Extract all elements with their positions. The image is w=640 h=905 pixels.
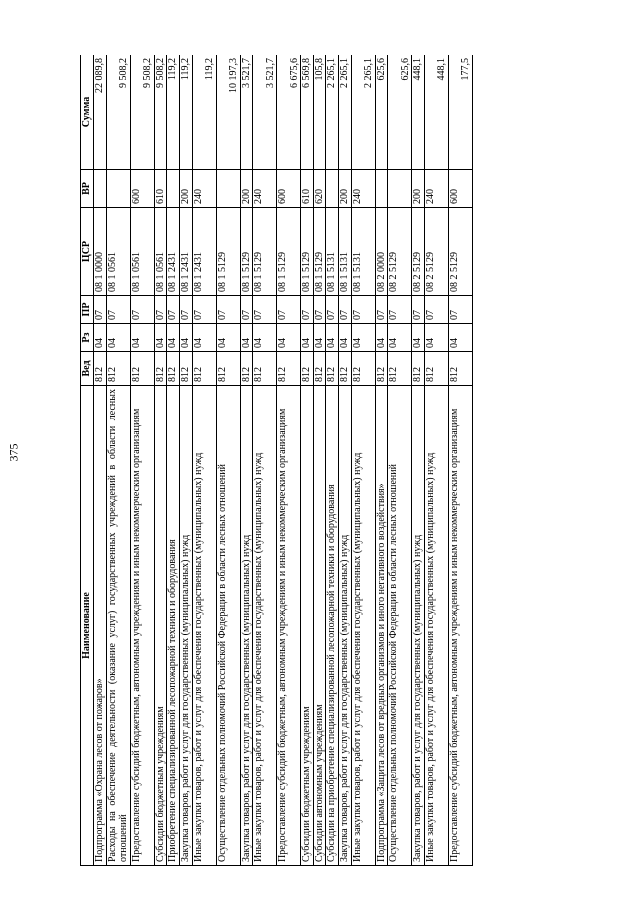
cell-vr	[375, 170, 388, 208]
cell-csr: 08 2 0000	[375, 208, 388, 296]
cell-pr: 07	[253, 296, 277, 324]
cell-csr: 08 1 0561	[106, 208, 130, 296]
table-row	[313, 55, 326, 866]
cell-name: Осуществление отдельных полномочий Российской Федерации в области лесных отношений	[388, 386, 412, 866]
cell-rz: 04	[167, 324, 180, 352]
cell-ved: 812	[412, 352, 425, 386]
table-row	[179, 55, 192, 866]
cell-pr: 07	[338, 296, 351, 324]
table-row	[424, 55, 448, 866]
cell-csr: 08 1 5129	[277, 208, 301, 296]
cell-vr: 610	[301, 170, 314, 208]
cell-pr: 07	[326, 296, 339, 324]
cell-sum: 22 089,8	[94, 55, 107, 170]
cell-sum: 6 675,6	[277, 55, 301, 170]
cell-pr: 07	[106, 296, 130, 324]
cell-rz: 04	[388, 324, 412, 352]
cell-rz: 04	[253, 324, 277, 352]
cell-ved: 812	[351, 352, 375, 386]
cell-vr	[167, 170, 180, 208]
cell-rz: 04	[192, 324, 216, 352]
table-row	[412, 55, 425, 866]
header-sum: Сумма	[81, 55, 94, 170]
cell-rz: 04	[179, 324, 192, 352]
cell-rz: 04	[277, 324, 301, 352]
cell-ved: 812	[338, 352, 351, 386]
cell-sum: 448,1	[424, 55, 448, 170]
header-rz: Рз	[81, 324, 94, 352]
cell-ved: 812	[192, 352, 216, 386]
table-row	[216, 55, 240, 866]
cell-sum: 625,6	[388, 55, 412, 170]
header-ved: Вед	[81, 352, 94, 386]
cell-ved: 812	[106, 352, 130, 386]
cell-sum: 9 508,2	[154, 55, 167, 170]
cell-csr: 08 1 5129	[313, 208, 326, 296]
cell-name: Подпрограмма «Охрана лесов от пожаров»	[94, 386, 107, 866]
budget-table	[80, 55, 473, 866]
cell-vr: 600	[448, 170, 472, 208]
cell-vr: 200	[240, 170, 253, 208]
rotated-table-content	[80, 55, 604, 866]
cell-sum: 3 521,7	[240, 55, 253, 170]
cell-pr: 07	[192, 296, 216, 324]
cell-pr: 07	[424, 296, 448, 324]
cell-name: Закупка товаров, работ и услуг для государственных (муниципальных) нужд	[338, 386, 351, 866]
table-row	[167, 55, 180, 866]
cell-pr: 07	[179, 296, 192, 324]
table-row	[301, 55, 314, 866]
header-csr: ЦСР	[81, 208, 94, 296]
table-row	[240, 55, 253, 866]
cell-csr: 08 1 5129	[301, 208, 314, 296]
cell-pr: 07	[94, 296, 107, 324]
page-number: 375	[6, 443, 21, 462]
cell-rz: 04	[424, 324, 448, 352]
cell-vr: 200	[179, 170, 192, 208]
header-vr: ВР	[81, 170, 94, 208]
cell-sum: 3 521,7	[253, 55, 277, 170]
cell-sum: 625,6	[375, 55, 388, 170]
cell-vr	[216, 170, 240, 208]
cell-sum: 2 265,1	[326, 55, 339, 170]
cell-rz: 04	[130, 324, 154, 352]
cell-ved: 812	[216, 352, 240, 386]
cell-name: Субсидии на приобретение специализированной лесопожарной техники и оборудования	[326, 386, 339, 866]
table-row	[154, 55, 167, 866]
cell-ved: 812	[313, 352, 326, 386]
cell-name: Субсидии бюджетным учреждениям	[301, 386, 314, 866]
cell-csr: 08 2 5129	[388, 208, 412, 296]
table-row	[448, 55, 472, 866]
cell-sum: 2 265,1	[338, 55, 351, 170]
cell-sum: 105,8	[313, 55, 326, 170]
cell-name: Предоставление субсидий бюджетным, автономным учреждениям и иным некоммерческим организациям	[277, 386, 301, 866]
cell-vr: 600	[277, 170, 301, 208]
cell-name: Закупка товаров, работ и услуг для государственных (муниципальных) нужд	[179, 386, 192, 866]
header-row	[81, 55, 94, 866]
cell-pr: 07	[375, 296, 388, 324]
cell-rz: 04	[313, 324, 326, 352]
table-body	[94, 55, 473, 866]
cell-csr: 08 1 5129	[240, 208, 253, 296]
cell-rz: 04	[412, 324, 425, 352]
cell-ved: 812	[240, 352, 253, 386]
table-row	[106, 55, 130, 866]
cell-name: Предоставление субсидий бюджетным, автономным учреждениям и иным некоммерческим организациям	[448, 386, 472, 866]
cell-sum: 448,1	[412, 55, 425, 170]
cell-name: Иные закупки товаров, работ и услуг для обеспечения государственных (муниципальных) нужд	[424, 386, 448, 866]
cell-name: Закупка товаров, работ и услуг для государственных (муниципальных) нужд	[240, 386, 253, 866]
cell-csr: 08 1 5129	[216, 208, 240, 296]
cell-name: Иные закупки товаров, работ и услуг для обеспечения государственных (муниципальных) нужд	[192, 386, 216, 866]
cell-ved: 812	[375, 352, 388, 386]
cell-pr: 07	[167, 296, 180, 324]
cell-csr: 08 1 2431	[167, 208, 180, 296]
cell-csr: 08 1 2431	[192, 208, 216, 296]
cell-sum: 119,2	[167, 55, 180, 170]
cell-ved: 812	[448, 352, 472, 386]
cell-rz: 04	[351, 324, 375, 352]
cell-csr: 08 1 0561	[154, 208, 167, 296]
cell-csr: 08 2 5129	[412, 208, 425, 296]
cell-ved: 812	[301, 352, 314, 386]
cell-sum: 177,5	[448, 55, 472, 170]
cell-pr: 07	[448, 296, 472, 324]
table-row	[326, 55, 339, 866]
cell-sum: 9 508,2	[130, 55, 154, 170]
cell-rz: 04	[375, 324, 388, 352]
cell-vr: 240	[424, 170, 448, 208]
cell-name: Иные закупки товаров, работ и услуг для обеспечения государственных (муниципальных) нужд	[351, 386, 375, 866]
cell-csr: 08 1 0561	[130, 208, 154, 296]
cell-rz: 04	[301, 324, 314, 352]
cell-rz: 04	[240, 324, 253, 352]
table-row	[130, 55, 154, 866]
cell-rz: 04	[216, 324, 240, 352]
cell-vr	[388, 170, 412, 208]
cell-vr: 600	[130, 170, 154, 208]
table-row	[388, 55, 412, 866]
cell-name: Иные закупки товаров, работ и услуг для обеспечения государственных (муниципальных) нужд	[253, 386, 277, 866]
cell-pr: 07	[388, 296, 412, 324]
cell-csr: 08 1 5131	[338, 208, 351, 296]
cell-pr: 07	[240, 296, 253, 324]
cell-pr: 07	[277, 296, 301, 324]
cell-vr: 240	[351, 170, 375, 208]
table-row	[375, 55, 388, 866]
cell-pr: 07	[301, 296, 314, 324]
cell-name: Приобретение специализированной лесопожарной техники и оборудования	[167, 386, 180, 866]
cell-ved: 812	[277, 352, 301, 386]
cell-name: Осуществление отдельных полномочий Российской Федерации в области лесных отношений	[216, 386, 240, 866]
cell-ved: 812	[253, 352, 277, 386]
table-row	[253, 55, 277, 866]
page-number-strip	[0, 0, 28, 905]
cell-vr	[94, 170, 107, 208]
table-row	[94, 55, 107, 866]
cell-ved: 812	[154, 352, 167, 386]
cell-ved: 812	[130, 352, 154, 386]
cell-rz: 04	[94, 324, 107, 352]
cell-vr: 240	[253, 170, 277, 208]
cell-ved: 812	[424, 352, 448, 386]
cell-rz: 04	[154, 324, 167, 352]
cell-ved: 812	[388, 352, 412, 386]
cell-csr: 08 1 2431	[179, 208, 192, 296]
cell-vr	[106, 170, 130, 208]
cell-pr: 07	[154, 296, 167, 324]
cell-name: Предоставление субсидий бюджетным, автономным учреждениям и иным некоммерческим организациям	[130, 386, 154, 866]
cell-csr: 08 2 5129	[448, 208, 472, 296]
cell-name: Субсидии автономным учреждениям	[313, 386, 326, 866]
table-row	[351, 55, 375, 866]
cell-name: Закупка товаров, работ и услуг для государственных (муниципальных) нужд	[412, 386, 425, 866]
cell-pr: 07	[216, 296, 240, 324]
cell-sum: 119,2	[179, 55, 192, 170]
cell-sum: 6 569,8	[301, 55, 314, 170]
cell-csr: 08 2 5129	[424, 208, 448, 296]
cell-vr: 200	[338, 170, 351, 208]
cell-vr: 200	[412, 170, 425, 208]
cell-rz: 04	[448, 324, 472, 352]
header-name: Наименование	[81, 386, 94, 866]
cell-csr: 08 1 5131	[326, 208, 339, 296]
cell-rz: 04	[338, 324, 351, 352]
cell-sum: 119,2	[192, 55, 216, 170]
cell-rz: 04	[106, 324, 130, 352]
cell-pr: 07	[351, 296, 375, 324]
cell-ved: 812	[94, 352, 107, 386]
cell-ved: 812	[326, 352, 339, 386]
cell-csr: 08 1 5129	[253, 208, 277, 296]
cell-ved: 812	[167, 352, 180, 386]
cell-vr: 620	[313, 170, 326, 208]
cell-pr: 07	[313, 296, 326, 324]
table-row	[277, 55, 301, 866]
cell-pr: 07	[130, 296, 154, 324]
cell-pr: 07	[412, 296, 425, 324]
cell-vr: 240	[192, 170, 216, 208]
cell-vr: 610	[154, 170, 167, 208]
cell-name: Субсидии бюджетным учреждениям	[154, 386, 167, 866]
header-pr: ПР	[81, 296, 94, 324]
cell-vr	[326, 170, 339, 208]
table-row	[338, 55, 351, 866]
cell-sum: 2 265,1	[351, 55, 375, 170]
cell-name: Расходы на обеспечение деятельности (оказание услуг) государственных учреждений в области лесных отношений	[106, 386, 130, 866]
cell-csr: 08 1 0000	[94, 208, 107, 296]
cell-name: Подпрограмма «Защита лесов от вредных организмов и иного негативного воздействия»	[375, 386, 388, 866]
cell-csr: 08 1 5131	[351, 208, 375, 296]
table-row	[192, 55, 216, 866]
cell-rz: 04	[326, 324, 339, 352]
cell-ved: 812	[179, 352, 192, 386]
rotated-table-frame	[80, 55, 604, 866]
cell-sum: 9 508,2	[106, 55, 130, 170]
cell-sum: 10 197,3	[216, 55, 240, 170]
